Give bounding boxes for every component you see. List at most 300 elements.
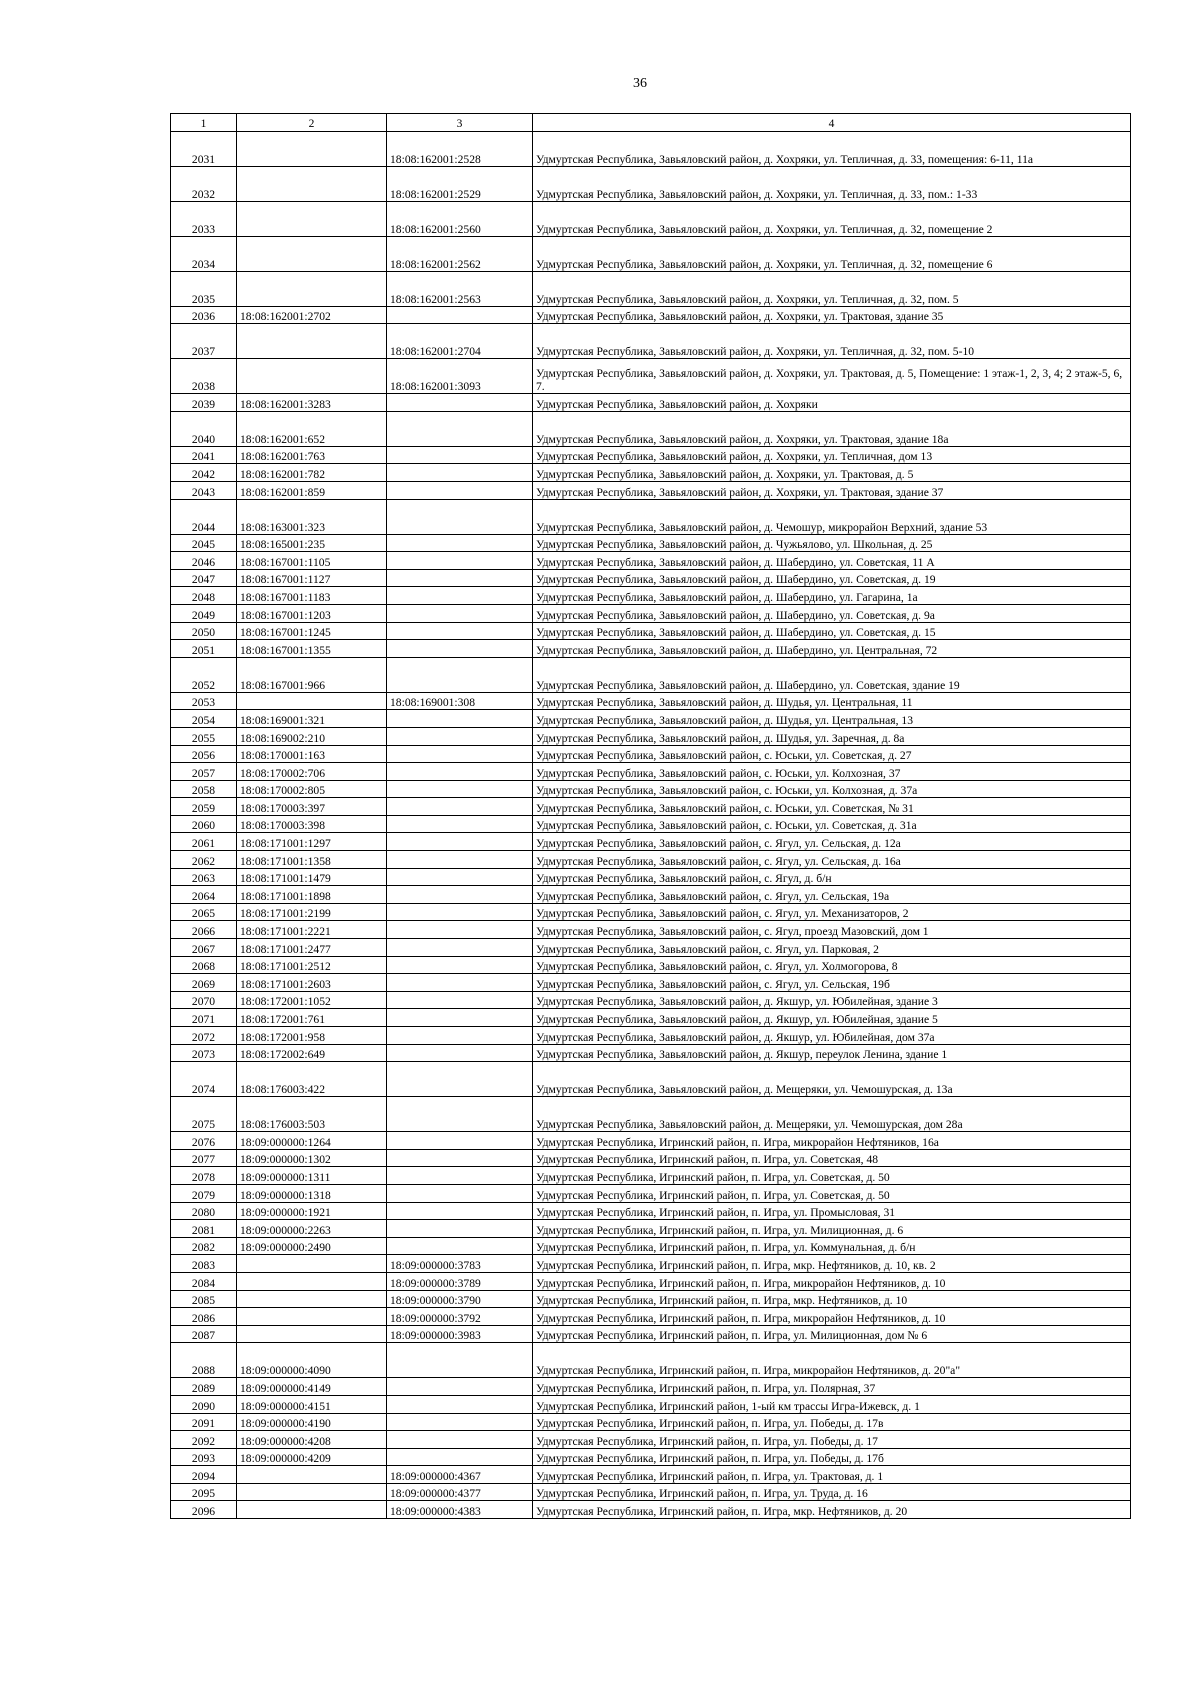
cadastral-number-col3-cell: 18:09:000000:4377: [387, 1483, 533, 1501]
row-number-cell: 2056: [171, 745, 237, 763]
row-number-cell: 2077: [171, 1149, 237, 1167]
table-row: [171, 1255, 1131, 1273]
cadastral-number-col3-cell: [387, 306, 533, 324]
address-cell: Удмуртская Республика, Завьяловский район, д. Якшур, ул. Юбилейная, здание 3: [533, 991, 1131, 1009]
address-cell: Удмуртская Республика, Завьяловский район, с. Ягул, проезд Мазовский, дом 1: [533, 921, 1131, 939]
page-number: 36: [633, 76, 647, 91]
row-number-cell: 2043: [171, 481, 237, 499]
cadastral-number-col2-cell: 18:08:170003:397: [237, 798, 387, 816]
cadastral-number-col2-cell: 18:08:171001:2221: [237, 921, 387, 939]
cadastral-number-col2-cell: 18:08:171001:2199: [237, 903, 387, 921]
address-cell: Удмуртская Республика, Завьяловский район, д. Шабердино, ул. Центральная, 72: [533, 640, 1131, 658]
table-row: [171, 1395, 1131, 1413]
address-cell: Удмуртская Республика, Завьяловский район, д. Хохряки, ул. Тепличная, д. 32, пом. 5: [533, 271, 1131, 306]
row-number-cell: 2038: [171, 359, 237, 394]
row-number-cell: 2058: [171, 780, 237, 798]
table-row: [171, 1097, 1131, 1132]
table-row: [171, 745, 1131, 763]
address-cell: Удмуртская Республика, Завьяловский район, д. Хохряки, ул. Тепличная, д. 33, пом.: 1-33: [533, 166, 1131, 201]
address-cell: Удмуртская Республика, Игринский район, п. Игра, микрорайон Нефтяников, д. 10: [533, 1308, 1131, 1326]
address-cell: Удмуртская Республика, Игринский район, п. Игра, мкр. Нефтяников, д. 10, кв. 2: [533, 1255, 1131, 1273]
address-cell: Удмуртская Республика, Завьяловский район, д. Хохряки, ул. Трактовая, д. 5: [533, 464, 1131, 482]
row-number-cell: 2083: [171, 1255, 237, 1273]
cadastral-number-col2-cell: 18:08:170001:163: [237, 745, 387, 763]
cadastral-number-col3-cell: 18:08:162001:2562: [387, 236, 533, 271]
address-cell: Удмуртская Республика, Завьяловский район, д. Хохряки, ул. Трактовая, д. 5, Помещение: 1 этаж-1, 2, 3, 4; 2 этаж-5, 6, 7.: [533, 359, 1131, 394]
row-number-cell: 2075: [171, 1097, 237, 1132]
table-row: [171, 1431, 1131, 1449]
table-row: [171, 1062, 1131, 1097]
row-number-cell: 2080: [171, 1202, 237, 1220]
table-row: [171, 851, 1131, 869]
address-cell: Удмуртская Республика, Завьяловский район, д. Шудья, ул. Центральная, 11: [533, 692, 1131, 710]
table-row: [171, 692, 1131, 710]
row-number-cell: 2046: [171, 552, 237, 570]
table-row: [171, 1413, 1131, 1431]
cadastral-number-col2-cell: 18:08:167001:1127: [237, 569, 387, 587]
address-cell: Удмуртская Республика, Игринский район, 1-ый км трассы Игра-Ижевск, д. 1: [533, 1395, 1131, 1413]
cadastral-number-col3-cell: 18:09:000000:3792: [387, 1308, 533, 1326]
row-number-cell: 2096: [171, 1501, 237, 1519]
table-row: [171, 1167, 1131, 1185]
cadastral-number-col2-cell: [237, 1255, 387, 1273]
cadastral-number-col2-cell: [237, 131, 387, 166]
table-row: [171, 1290, 1131, 1308]
row-number-cell: 2067: [171, 939, 237, 957]
header-row: [171, 114, 1131, 132]
cadastral-number-col2-cell: 18:09:000000:1921: [237, 1202, 387, 1220]
table-row: [171, 552, 1131, 570]
table-row: [171, 1044, 1131, 1062]
cadastral-number-col3-cell: [387, 710, 533, 728]
row-number-cell: 2047: [171, 569, 237, 587]
row-number-cell: 2088: [171, 1343, 237, 1378]
row-number-cell: 2092: [171, 1431, 237, 1449]
cadastral-number-col2-cell: 18:08:176003:422: [237, 1062, 387, 1097]
cadastral-number-col3-cell: [387, 1202, 533, 1220]
cadastral-number-col2-cell: [237, 271, 387, 306]
cadastral-number-col2-cell: 18:08:162001:3283: [237, 394, 387, 412]
table-row: [171, 710, 1131, 728]
cadastral-number-col2-cell: 18:08:176003:503: [237, 1097, 387, 1132]
header-col-1: 1: [171, 114, 237, 132]
table-row: [171, 359, 1131, 394]
cadastral-number-col3-cell: [387, 1132, 533, 1150]
cadastral-number-col2-cell: [237, 1466, 387, 1484]
address-cell: Удмуртская Республика, Завьяловский район, д. Шабердино, ул. Советская, д. 9а: [533, 604, 1131, 622]
address-cell: Удмуртская Республика, Завьяловский район, д. Хохряки, ул. Трактовая, здание 18а: [533, 411, 1131, 446]
row-number-cell: 2050: [171, 622, 237, 640]
cadastral-number-col3-cell: 18:08:162001:2528: [387, 131, 533, 166]
row-number-cell: 2060: [171, 815, 237, 833]
cadastral-number-col3-cell: [387, 499, 533, 534]
address-cell: Удмуртская Республика, Завьяловский район, д. Шабердино, ул. Советская, д. 19: [533, 569, 1131, 587]
cadastral-number-col3-cell: 18:08:162001:3093: [387, 359, 533, 394]
cadastral-number-col3-cell: [387, 1167, 533, 1185]
cadastral-number-col3-cell: [387, 868, 533, 886]
table-row: [171, 324, 1131, 359]
table-row: [171, 411, 1131, 446]
table-row: [171, 1149, 1131, 1167]
row-number-cell: 2068: [171, 956, 237, 974]
cadastral-number-col3-cell: [387, 745, 533, 763]
cadastral-number-col3-cell: [387, 1149, 533, 1167]
address-cell: Удмуртская Республика, Завьяловский район, д. Мещеряки, ул. Чемошурская, д. 13а: [533, 1062, 1131, 1097]
table-row: [171, 271, 1131, 306]
table-row: [171, 201, 1131, 236]
address-cell: Удмуртская Республика, Игринский район, п. Игра, ул. Трактовая, д. 1: [533, 1466, 1131, 1484]
row-number-cell: 2055: [171, 727, 237, 745]
table-row: [171, 1132, 1131, 1150]
row-number-cell: 2059: [171, 798, 237, 816]
address-cell: Удмуртская Республика, Игринский район, п. Игра, ул. Труда, д. 16: [533, 1483, 1131, 1501]
address-cell: Удмуртская Республика, Игринский район, п. Игра, мкр. Нефтяников, д. 10: [533, 1290, 1131, 1308]
cadastral-number-col2-cell: 18:09:000000:2263: [237, 1220, 387, 1238]
row-number-cell: 2052: [171, 657, 237, 692]
cadastral-number-col3-cell: [387, 604, 533, 622]
cadastral-number-col2-cell: 18:09:000000:4190: [237, 1413, 387, 1431]
cadastral-number-col2-cell: [237, 324, 387, 359]
table-row: [171, 587, 1131, 605]
row-number-cell: 2035: [171, 271, 237, 306]
table-row: [171, 1009, 1131, 1027]
cadastral-number-col2-cell: 18:08:167001:1183: [237, 587, 387, 605]
address-cell: Удмуртская Республика, Завьяловский район, с. Ягул, д. б/н: [533, 868, 1131, 886]
address-cell: Удмуртская Республика, Завьяловский район, д. Чемошур, микрорайон Верхний, здание 53: [533, 499, 1131, 534]
cadastral-number-col3-cell: [387, 974, 533, 992]
cadastral-number-col2-cell: 18:09:000000:1311: [237, 1167, 387, 1185]
row-number-cell: 2054: [171, 710, 237, 728]
cadastral-number-col3-cell: [387, 446, 533, 464]
table-row: [171, 886, 1131, 904]
table-row: [171, 833, 1131, 851]
cadastral-number-col2-cell: 18:08:163001:323: [237, 499, 387, 534]
cadastral-number-col2-cell: 18:08:172001:761: [237, 1009, 387, 1027]
cadastral-number-col2-cell: 18:08:167001:1203: [237, 604, 387, 622]
table-row: [171, 815, 1131, 833]
address-cell: Удмуртская Республика, Игринский район, п. Игра, ул. Милиционная, д. 6: [533, 1220, 1131, 1238]
table-row: [171, 446, 1131, 464]
table-row: [171, 1325, 1131, 1343]
address-cell: Удмуртская Республика, Игринский район, п. Игра, ул. Коммунальная, д. б/н: [533, 1237, 1131, 1255]
cadastral-number-col3-cell: 18:09:000000:4383: [387, 1501, 533, 1519]
cadastral-number-col2-cell: 18:08:171001:2512: [237, 956, 387, 974]
address-cell: Удмуртская Республика, Завьяловский район, д. Якшур, ул. Юбилейная, дом 37а: [533, 1027, 1131, 1045]
table-row: [171, 166, 1131, 201]
table-row: [171, 394, 1131, 412]
cadastral-number-col3-cell: 18:08:162001:2704: [387, 324, 533, 359]
cadastral-number-col3-cell: [387, 780, 533, 798]
header-col-2: 2: [237, 114, 387, 132]
cadastral-number-col3-cell: [387, 1343, 533, 1378]
row-number-cell: 2061: [171, 833, 237, 851]
table-row: [171, 481, 1131, 499]
cadastral-number-col2-cell: 18:09:000000:1264: [237, 1132, 387, 1150]
cadastral-number-col3-cell: [387, 956, 533, 974]
cadastral-number-col2-cell: 18:09:000000:1318: [237, 1184, 387, 1202]
cadastral-number-col2-cell: [237, 236, 387, 271]
cadastral-number-col2-cell: 18:08:167001:966: [237, 657, 387, 692]
header-col-3: 3: [387, 114, 533, 132]
address-cell: Удмуртская Республика, Завьяловский район, д. Шудья, ул. Заречная, д. 8а: [533, 727, 1131, 745]
address-cell: Удмуртская Республика, Завьяловский район, с. Ягул, ул. Парковая, 2: [533, 939, 1131, 957]
row-number-cell: 2085: [171, 1290, 237, 1308]
address-cell: Удмуртская Республика, Завьяловский район, д. Хохряки, ул. Тепличная, д. 32, помещение 2: [533, 201, 1131, 236]
row-number-cell: 2069: [171, 974, 237, 992]
cadastral-number-col3-cell: [387, 1378, 533, 1396]
cadastral-number-col3-cell: [387, 727, 533, 745]
table-row: [171, 236, 1131, 271]
cadastral-number-col3-cell: [387, 1413, 533, 1431]
row-number-cell: 2089: [171, 1378, 237, 1396]
address-cell: Удмуртская Республика, Игринский район, п. Игра, микрорайон Нефтяников, 16а: [533, 1132, 1131, 1150]
row-number-cell: 2051: [171, 640, 237, 658]
row-number-cell: 2044: [171, 499, 237, 534]
row-number-cell: 2037: [171, 324, 237, 359]
cadastral-number-col3-cell: [387, 464, 533, 482]
cadastral-number-col3-cell: 18:09:000000:3983: [387, 1325, 533, 1343]
cadastral-number-col3-cell: [387, 640, 533, 658]
address-cell: Удмуртская Республика, Игринский район, п. Игра, ул. Советская, д. 50: [533, 1167, 1131, 1185]
cadastral-number-col2-cell: [237, 692, 387, 710]
cadastral-number-col3-cell: 18:08:169001:308: [387, 692, 533, 710]
cadastral-number-col2-cell: 18:08:171001:2603: [237, 974, 387, 992]
row-number-cell: 2065: [171, 903, 237, 921]
table-row: [171, 569, 1131, 587]
address-cell: Удмуртская Республика, Игринский район, п. Игра, микрорайон Нефтяников, д. 20"а": [533, 1343, 1131, 1378]
address-cell: Удмуртская Республика, Завьяловский район, с. Ягул, ул. Механизаторов, 2: [533, 903, 1131, 921]
cadastral-number-col3-cell: 18:09:000000:3789: [387, 1272, 533, 1290]
table-row: [171, 640, 1131, 658]
header-col-4: 4: [533, 114, 1131, 132]
cadastral-number-col3-cell: 18:08:162001:2560: [387, 201, 533, 236]
row-number-cell: 2072: [171, 1027, 237, 1045]
address-cell: Удмуртская Республика, Завьяловский район, д. Хохряки, ул. Тепличная, д. 33, помещения: 6-11, 11а: [533, 131, 1131, 166]
row-number-cell: 2070: [171, 991, 237, 1009]
cadastral-number-col3-cell: [387, 552, 533, 570]
row-number-cell: 2073: [171, 1044, 237, 1062]
cadastral-number-col3-cell: 18:08:162001:2529: [387, 166, 533, 201]
address-cell: Удмуртская Республика, Завьяловский район, д. Хохряки, ул. Трактовая, здание 35: [533, 306, 1131, 324]
table-row: [171, 780, 1131, 798]
cadastral-number-col2-cell: 18:09:000000:4151: [237, 1395, 387, 1413]
row-number-cell: 2074: [171, 1062, 237, 1097]
cadastral-number-col2-cell: 18:08:165001:235: [237, 534, 387, 552]
address-cell: Удмуртская Республика, Игринский район, п. Игра, ул. Полярная, 37: [533, 1378, 1131, 1396]
address-cell: Удмуртская Республика, Завьяловский район, с. Юськи, ул. Колхозная, д. 37а: [533, 780, 1131, 798]
cadastral-number-col3-cell: [387, 991, 533, 1009]
table-row: [171, 903, 1131, 921]
cadastral-number-col3-cell: [387, 798, 533, 816]
row-number-cell: 2033: [171, 201, 237, 236]
cadastral-number-col2-cell: 18:09:000000:1302: [237, 1149, 387, 1167]
table-row: [171, 604, 1131, 622]
table-row: [171, 534, 1131, 552]
row-number-cell: 2053: [171, 692, 237, 710]
cadastral-number-col3-cell: [387, 921, 533, 939]
table-row: [171, 798, 1131, 816]
cadastral-number-col2-cell: [237, 166, 387, 201]
cadastral-number-col2-cell: 18:08:167001:1105: [237, 552, 387, 570]
row-number-cell: 2036: [171, 306, 237, 324]
address-cell: Удмуртская Республика, Завьяловский район, с. Юськи, ул. Советская, д. 31а: [533, 815, 1131, 833]
address-cell: Удмуртская Республика, Завьяловский район, д. Шабердино, ул. Советская, здание 19: [533, 657, 1131, 692]
cadastral-number-col3-cell: [387, 657, 533, 692]
cadastral-number-col3-cell: 18:09:000000:4367: [387, 1466, 533, 1484]
address-cell: Удмуртская Республика, Завьяловский район, д. Хохряки, ул. Тепличная, д. 32, пом. 5-10: [533, 324, 1131, 359]
address-cell: Удмуртская Республика, Игринский район, п. Игра, ул. Победы, д. 17б: [533, 1448, 1131, 1466]
address-cell: Удмуртская Республика, Игринский район, п. Игра, ул. Милиционная, дом № 6: [533, 1325, 1131, 1343]
cadastral-number-col2-cell: 18:09:000000:4209: [237, 1448, 387, 1466]
address-cell: Удмуртская Республика, Завьяловский район, с. Юськи, ул. Советская, д. 27: [533, 745, 1131, 763]
cadastral-number-col2-cell: [237, 1308, 387, 1326]
cadastral-number-col3-cell: [387, 411, 533, 446]
address-cell: Удмуртская Республика, Игринский район, п. Игра, ул. Советская, д. 50: [533, 1184, 1131, 1202]
table-row: [171, 131, 1131, 166]
cadastral-number-col3-cell: [387, 1009, 533, 1027]
table-row: [171, 1202, 1131, 1220]
table-row: [171, 991, 1131, 1009]
cadastral-number-col2-cell: 18:08:169001:321: [237, 710, 387, 728]
cadastral-number-col2-cell: 18:08:172002:649: [237, 1044, 387, 1062]
row-number-cell: 2087: [171, 1325, 237, 1343]
cadastral-number-col2-cell: 18:09:000000:2490: [237, 1237, 387, 1255]
cadastral-number-col3-cell: 18:09:000000:3790: [387, 1290, 533, 1308]
row-number-cell: 2040: [171, 411, 237, 446]
cadastral-number-col2-cell: [237, 359, 387, 394]
cadastral-number-col3-cell: [387, 622, 533, 640]
cadastral-number-col3-cell: [387, 1431, 533, 1449]
cadastral-number-col3-cell: [387, 886, 533, 904]
cadastral-number-col3-cell: [387, 833, 533, 851]
table-row: [171, 974, 1131, 992]
cadastral-number-col3-cell: [387, 763, 533, 781]
table-row: [171, 464, 1131, 482]
address-cell: Удмуртская Республика, Завьяловский район, с. Юськи, ул. Советская, № 31: [533, 798, 1131, 816]
address-cell: Удмуртская Республика, Завьяловский район, д. Хохряки, ул. Тепличная, дом 13: [533, 446, 1131, 464]
table-row: [171, 1343, 1131, 1378]
address-cell: Удмуртская Республика, Завьяловский район, д. Хохряки, ул. Тепличная, д. 32, помещение 6: [533, 236, 1131, 271]
table-row: [171, 1378, 1131, 1396]
row-number-cell: 2063: [171, 868, 237, 886]
address-cell: Удмуртская Республика, Игринский район, п. Игра, микрорайон Нефтяников, д. 10: [533, 1272, 1131, 1290]
cadastral-number-col3-cell: [387, 1395, 533, 1413]
cadastral-number-col3-cell: [387, 1062, 533, 1097]
cadastral-number-col3-cell: [387, 1237, 533, 1255]
cadastral-number-col3-cell: [387, 534, 533, 552]
cadastral-number-col3-cell: [387, 587, 533, 605]
row-number-cell: 2079: [171, 1184, 237, 1202]
cadastral-number-col2-cell: 18:09:000000:4149: [237, 1378, 387, 1396]
cadastral-number-col2-cell: 18:08:162001:652: [237, 411, 387, 446]
cadastral-number-col3-cell: [387, 569, 533, 587]
table-row: [171, 1308, 1131, 1326]
cadastral-number-col3-cell: [387, 939, 533, 957]
cadastral-number-col3-cell: [387, 903, 533, 921]
cadastral-number-col3-cell: [387, 1044, 533, 1062]
cadastral-number-col2-cell: 18:08:167001:1355: [237, 640, 387, 658]
cadastral-number-col2-cell: 18:09:000000:4208: [237, 1431, 387, 1449]
address-cell: Удмуртская Республика, Игринский район, п. Игра, ул. Победы, д. 17в: [533, 1413, 1131, 1431]
address-cell: Удмуртская Республика, Завьяловский район, д. Хохряки: [533, 394, 1131, 412]
cadastral-number-col2-cell: 18:08:170002:706: [237, 763, 387, 781]
address-cell: Удмуртская Республика, Завьяловский район, д. Хохряки, ул. Трактовая, здание 37: [533, 481, 1131, 499]
address-cell: Удмуртская Республика, Завьяловский район, с. Ягул, ул. Сельская, 19а: [533, 886, 1131, 904]
cadastral-number-col3-cell: 18:09:000000:3783: [387, 1255, 533, 1273]
cadastral-number-col2-cell: 18:08:171001:1297: [237, 833, 387, 851]
row-number-cell: 2031: [171, 131, 237, 166]
table-row: [171, 956, 1131, 974]
address-cell: Удмуртская Республика, Завьяловский район, д. Шудья, ул. Центральная, 13: [533, 710, 1131, 728]
cadastral-number-col2-cell: 18:08:172001:958: [237, 1027, 387, 1045]
table-row: [171, 1448, 1131, 1466]
table-row: [171, 1483, 1131, 1501]
address-cell: Удмуртская Республика, Завьяловский район, с. Ягул, ул. Сельская, д. 12а: [533, 833, 1131, 851]
cadastral-number-col2-cell: 18:08:170003:398: [237, 815, 387, 833]
row-number-cell: 2039: [171, 394, 237, 412]
cadastral-number-col2-cell: [237, 1501, 387, 1519]
address-cell: Удмуртская Республика, Завьяловский район, с. Ягул, ул. Сельская, 19б: [533, 974, 1131, 992]
row-number-cell: 2062: [171, 851, 237, 869]
cadastral-number-col2-cell: 18:08:167001:1245: [237, 622, 387, 640]
row-number-cell: 2094: [171, 1466, 237, 1484]
table-row: [171, 868, 1131, 886]
address-cell: Удмуртская Республика, Игринский район, п. Игра, ул. Победы, д. 17: [533, 1431, 1131, 1449]
cadastral-number-col2-cell: 18:08:162001:763: [237, 446, 387, 464]
table-row: [171, 763, 1131, 781]
cadastral-number-col2-cell: 18:09:000000:4090: [237, 1343, 387, 1378]
cadastral-number-col3-cell: [387, 1184, 533, 1202]
row-number-cell: 2045: [171, 534, 237, 552]
table-row: [171, 1184, 1131, 1202]
row-number-cell: 2095: [171, 1483, 237, 1501]
cadastral-number-col2-cell: 18:08:171001:1479: [237, 868, 387, 886]
address-cell: Удмуртская Республика, Завьяловский район, с. Юськи, ул. Колхозная, 37: [533, 763, 1131, 781]
cadastral-number-col3-cell: [387, 851, 533, 869]
address-cell: Удмуртская Республика, Завьяловский район, д. Шабердино, ул. Гагарина, 1а: [533, 587, 1131, 605]
row-number-cell: 2071: [171, 1009, 237, 1027]
row-number-cell: 2091: [171, 1413, 237, 1431]
table-row: [171, 1237, 1131, 1255]
cadastral-number-col3-cell: [387, 1448, 533, 1466]
cadastral-number-col2-cell: 18:08:171001:2477: [237, 939, 387, 957]
table-row: [171, 939, 1131, 957]
table-row: [171, 657, 1131, 692]
table-row: [171, 921, 1131, 939]
row-number-cell: 2048: [171, 587, 237, 605]
row-number-cell: 2082: [171, 1237, 237, 1255]
table-body: [171, 131, 1131, 1518]
cadastral-number-col2-cell: 18:08:169002:210: [237, 727, 387, 745]
row-number-cell: 2057: [171, 763, 237, 781]
row-number-cell: 2086: [171, 1308, 237, 1326]
cadastral-number-col2-cell: 18:08:170002:805: [237, 780, 387, 798]
table-row: [171, 1027, 1131, 1045]
table-row: [171, 622, 1131, 640]
cadastral-number-col2-cell: 18:08:162001:2702: [237, 306, 387, 324]
cadastral-number-col2-cell: 18:08:162001:782: [237, 464, 387, 482]
cadastral-number-col2-cell: 18:08:162001:859: [237, 481, 387, 499]
cadastral-number-col2-cell: 18:08:171001:1358: [237, 851, 387, 869]
address-cell: Удмуртская Республика, Завьяловский район, д. Якшур, переулок Ленина, здание 1: [533, 1044, 1131, 1062]
row-number-cell: 2076: [171, 1132, 237, 1150]
property-registry-table: [170, 113, 1131, 1519]
cadastral-number-col2-cell: 18:08:171001:1898: [237, 886, 387, 904]
row-number-cell: 2081: [171, 1220, 237, 1238]
cadastral-number-col2-cell: [237, 1290, 387, 1308]
address-cell: Удмуртская Республика, Игринский район, п. Игра, мкр. Нефтяников, д. 20: [533, 1501, 1131, 1519]
row-number-cell: 2049: [171, 604, 237, 622]
